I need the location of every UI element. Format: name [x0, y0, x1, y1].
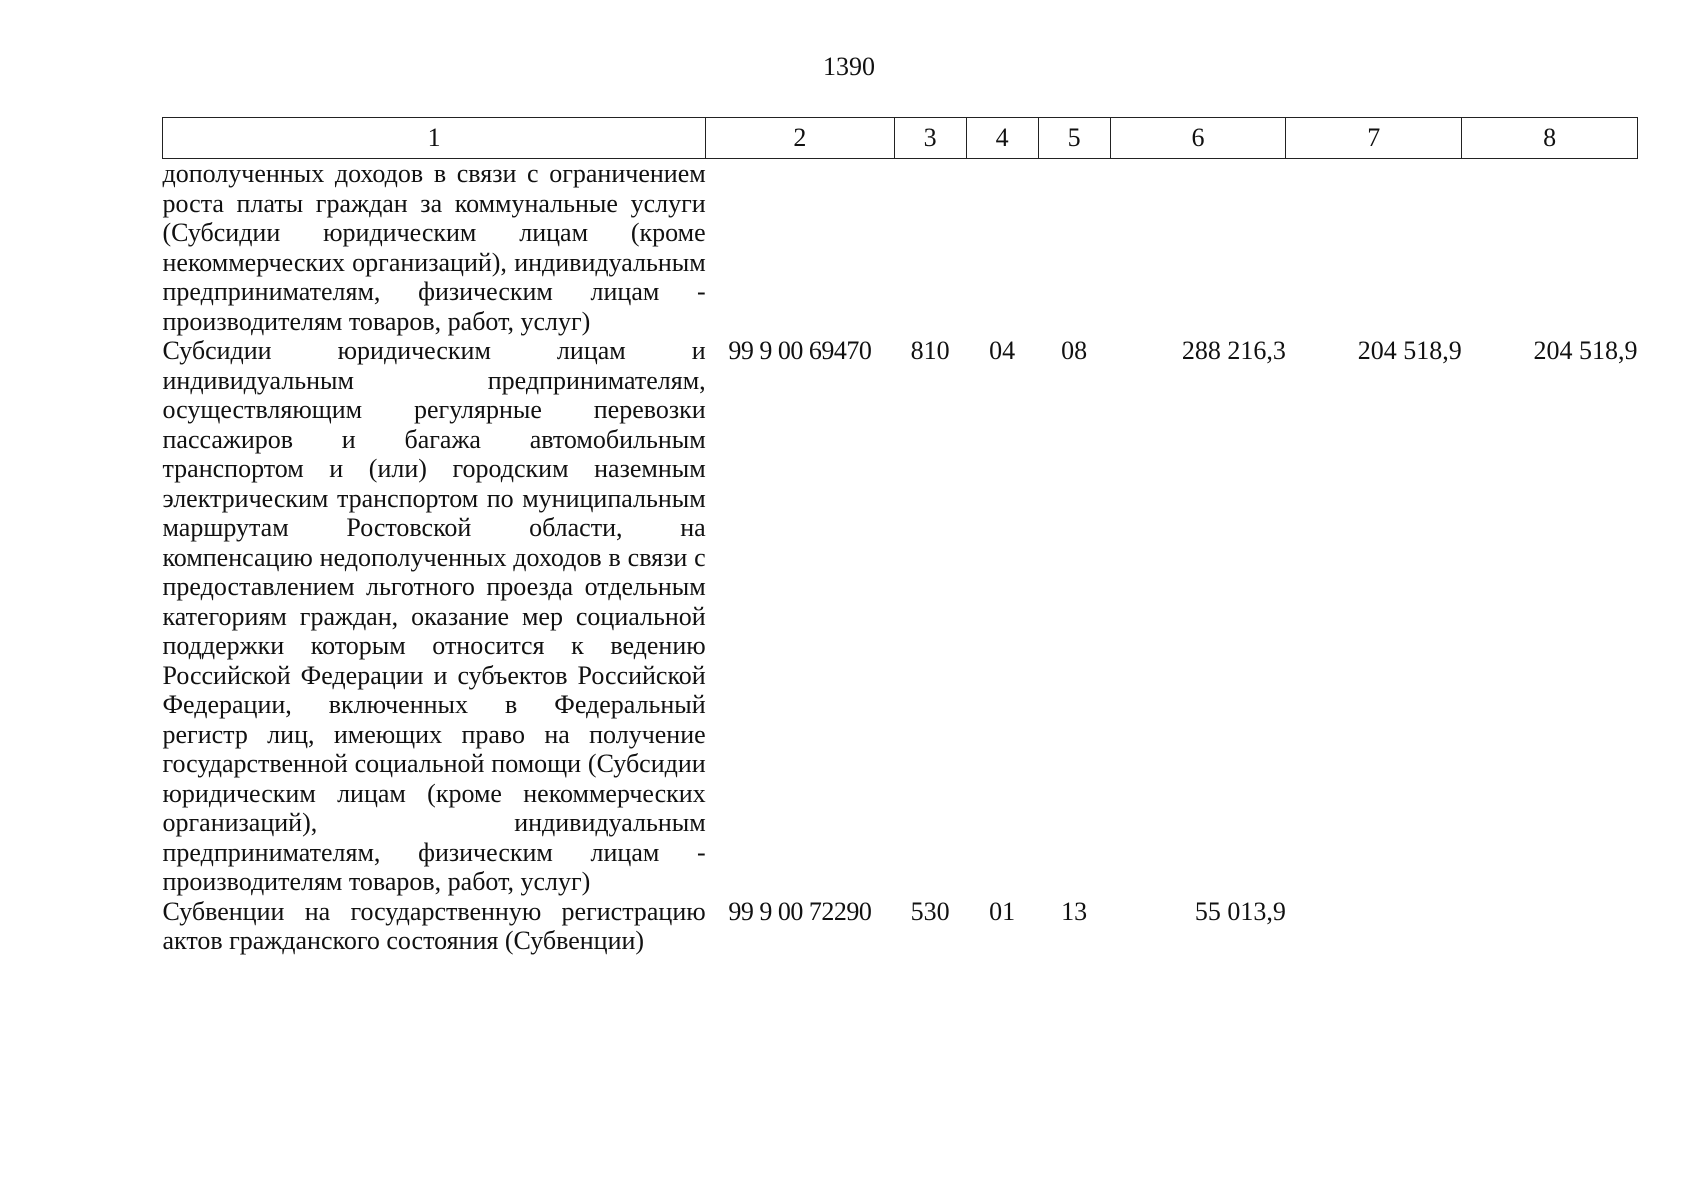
- row-col8: [1462, 159, 1638, 337]
- table-row: [163, 159, 1638, 337]
- row-description: Субвенции на государственную регистрацию актов гражданского состояния (Субвенции): [162, 896, 706, 955]
- col-header-8: 8: [1462, 118, 1638, 159]
- row-col5: 08: [1061, 336, 1088, 365]
- row-col3: [894, 159, 966, 337]
- row-col4: [966, 159, 1038, 337]
- row-col6: [1110, 159, 1286, 337]
- col-header-6: 6: [1110, 118, 1286, 159]
- row-col7: [1286, 897, 1462, 956]
- row-col5: 13: [1061, 896, 1088, 926]
- table-row: [163, 897, 1638, 956]
- row-code: 99 9 00 69470: [728, 336, 872, 365]
- row-col5: [1038, 159, 1110, 337]
- row-description: дополученных доходов в связи с ограничением роста платы граждан за коммунальные услуги (Субсидии юридическим лицам (кроме некоммерческих организаций), индивидуальным предпринимателям, физическим лицам - производителям товаров, работ, услуг): [162, 159, 706, 336]
- row-col6: 55 013,9: [1194, 896, 1286, 926]
- col-header-5: 5: [1038, 118, 1110, 159]
- col-header-4: 4: [966, 118, 1038, 159]
- col-header-1: 1: [163, 118, 706, 159]
- row-col6: 288 216,3: [1181, 336, 1286, 365]
- row-col4: 04: [989, 336, 1016, 365]
- row-col3: 810: [910, 336, 950, 365]
- col-header-3: 3: [894, 118, 966, 159]
- budget-table: [162, 117, 1638, 956]
- row-col7: [1286, 159, 1462, 337]
- row-col8: 204 518,9: [1533, 336, 1638, 365]
- header-row: [163, 118, 1638, 159]
- row-code: [706, 159, 894, 337]
- row-col4: 01: [989, 896, 1016, 926]
- row-description: Субсидии юридическим лицам и индивидуальным предпринимателям, осуществляющим регулярные перевозки пассажиров и багажа автомобильным транспортом и (или) городским наземным электрическим транспортом по муниципальным маршрутам Ростовской области, на компенсацию недополученных доходов в связи с предоставлением льготного проезда отдельным категориям граждан, оказание мер социальной поддержки которым относится к ведению Российской Федерации и субъектов Российской Федерации, включенных в Федеральный регистр лиц, имеющих право на получение государственной социальной помощи (Субсидии юридическим лицам (кроме некоммерческих организаций), индивидуальным предпринимателям, физическим лицам - производителям товаров, работ, услуг): [162, 336, 706, 896]
- row-code: 99 9 00 72290: [728, 896, 872, 926]
- row-col8: [1462, 897, 1638, 956]
- page-number: 1390: [823, 52, 875, 81]
- table-row: [163, 336, 1638, 897]
- col-header-2: 2: [706, 118, 894, 159]
- row-col7: 204 518,9: [1357, 336, 1462, 365]
- row-col3: 530: [910, 896, 950, 926]
- col-header-7: 7: [1286, 118, 1462, 159]
